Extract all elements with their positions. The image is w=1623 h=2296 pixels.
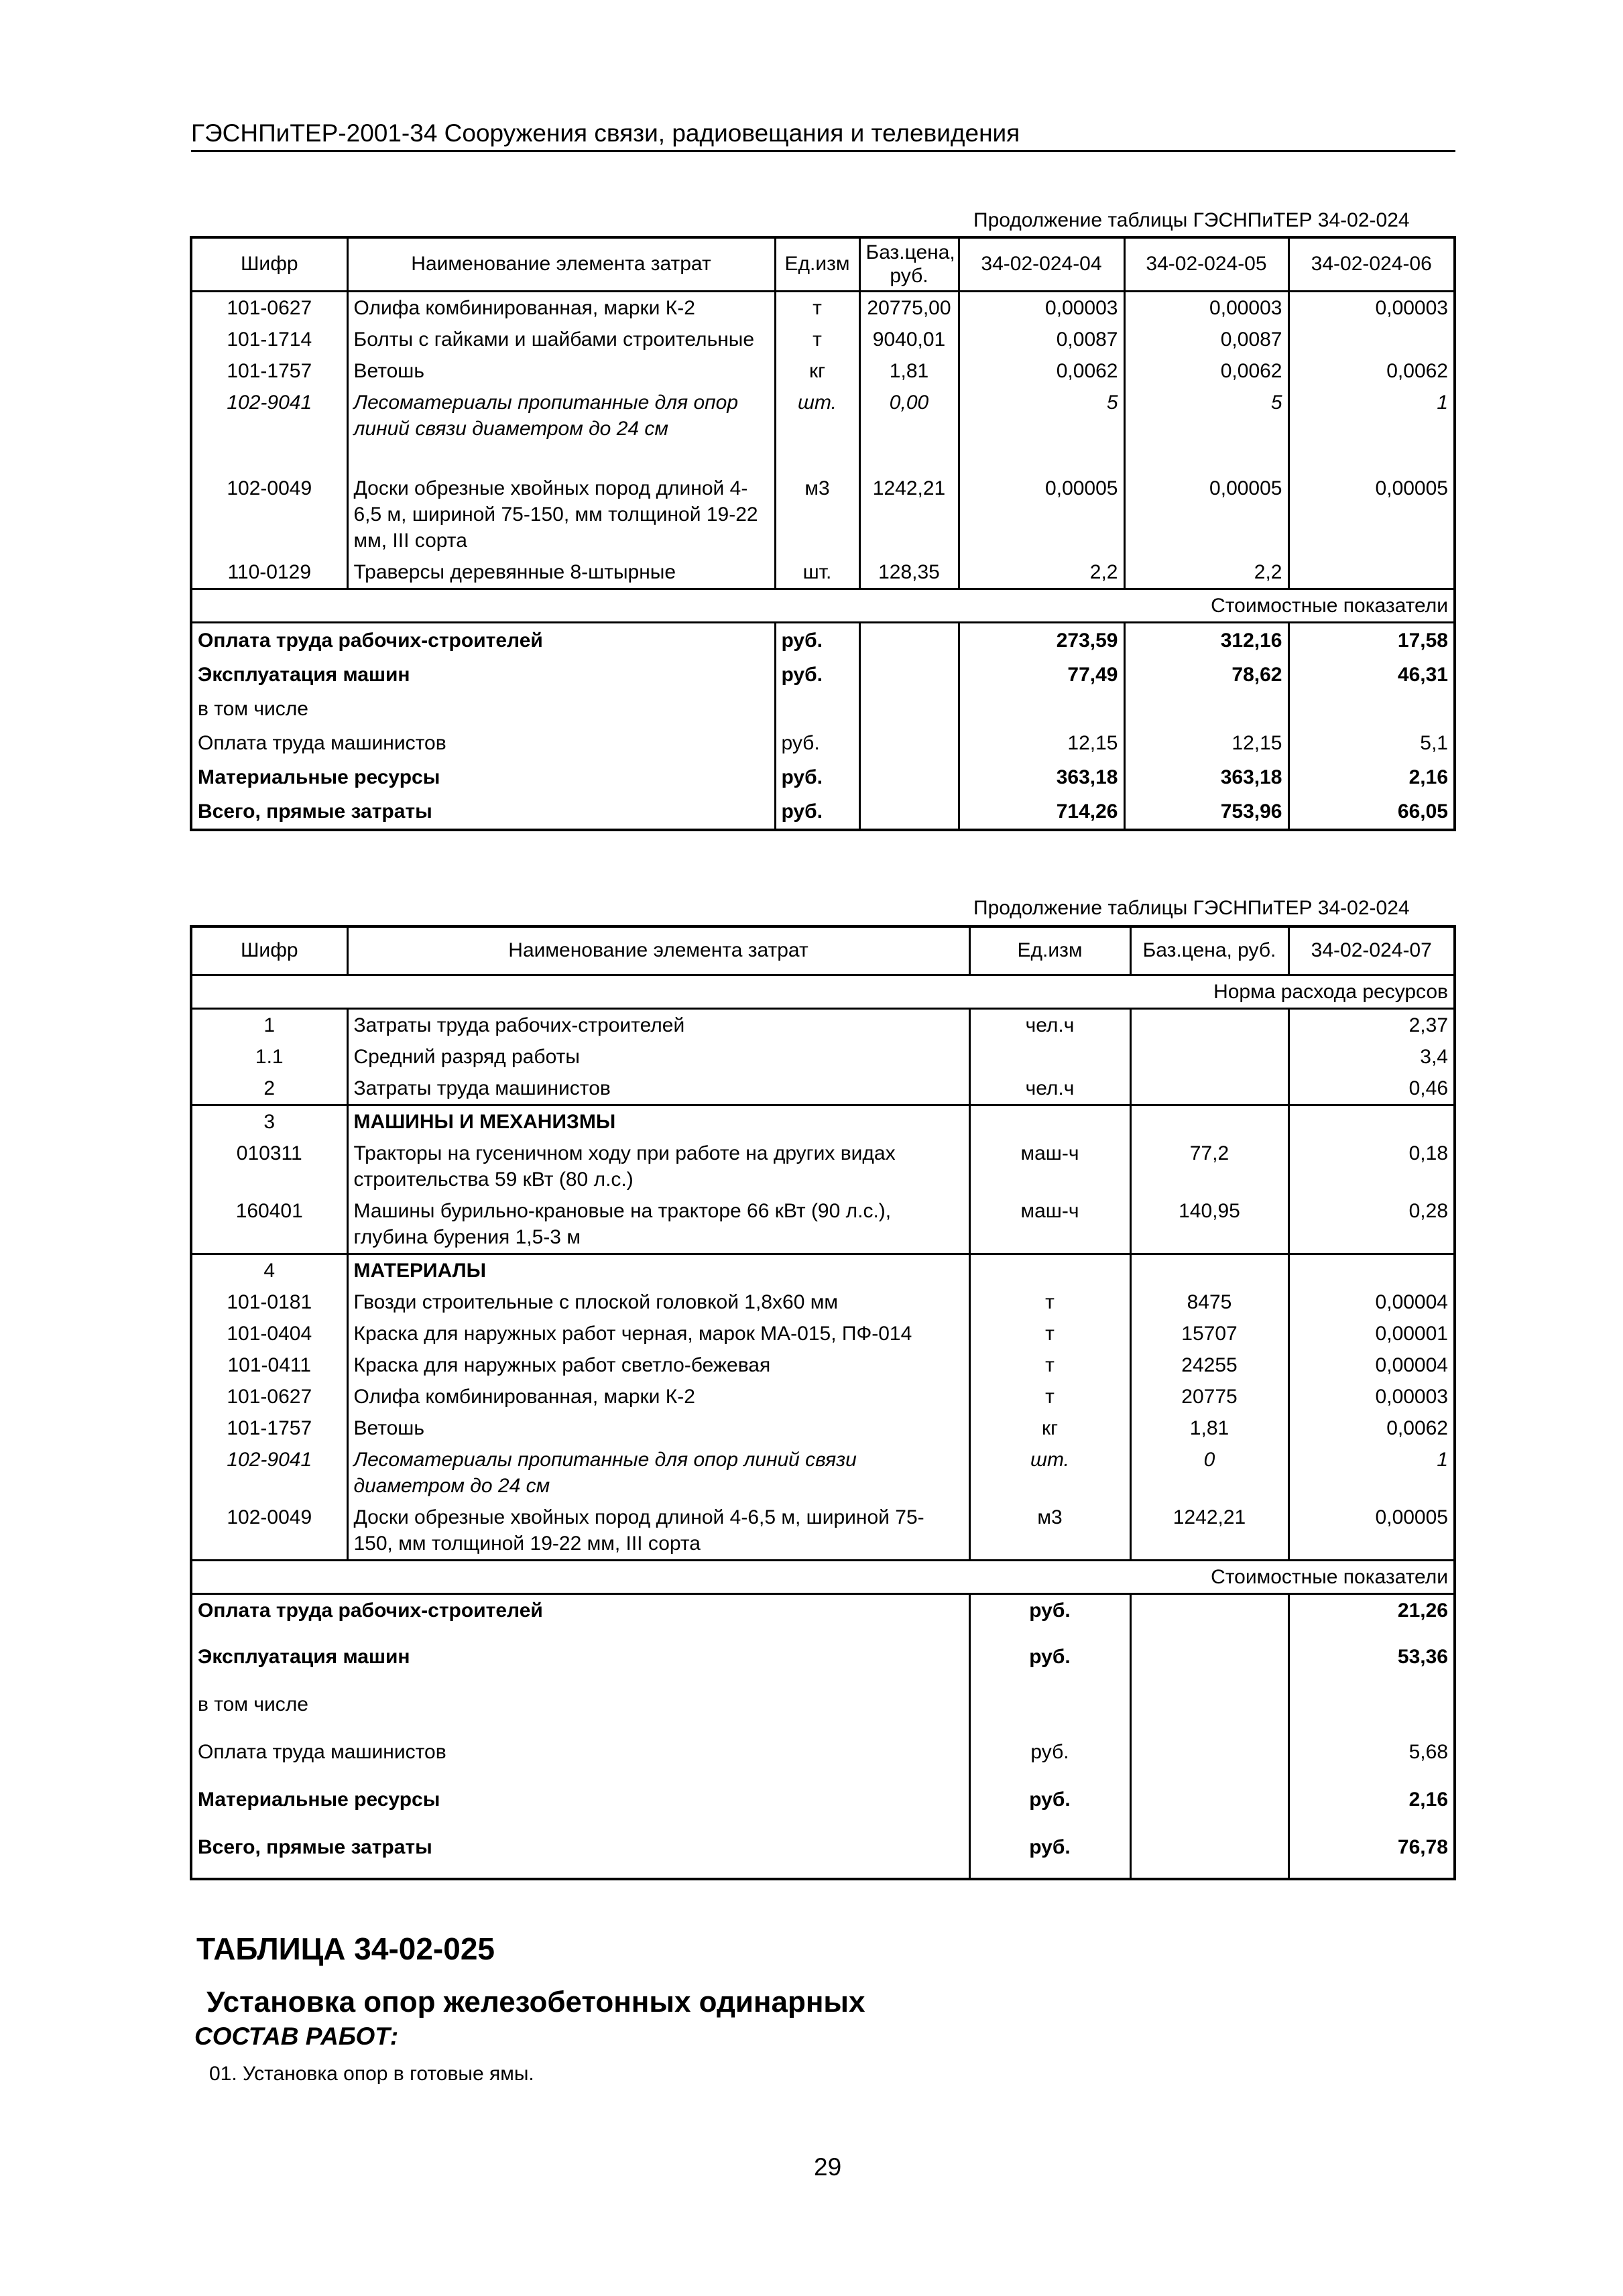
row-value-07: 2,37 [1288,1008,1455,1041]
row-code: 101-0627 [191,1381,347,1412]
table-row [191,1105,1455,1138]
col-header-price: Баз.цена, руб. [859,237,959,292]
col-header-unit: Ед.изм [775,237,859,292]
resource-table-2 [190,925,1456,1880]
cost-value-05: 753,96 [1124,794,1288,830]
cost-price-empty [1130,1784,1288,1831]
row-name: Доски обрезные хвойных пород длиной 4-6,5 м, шириной 75-150, мм толщиной 19-22 мм, III сорта [347,1502,969,1561]
row-value-07: 0,46 [1288,1073,1455,1105]
cost-name: Оплата труда машинистов [191,1736,969,1784]
row-name: Ветошь [347,1412,969,1444]
cost-value-04: 714,26 [959,794,1124,830]
work-item: 01. Установка опор в готовые ямы. [209,2063,534,2085]
cost-row [191,1736,1455,1784]
row-value-06: 1 [1288,387,1455,473]
cost-price-empty [1130,1831,1288,1879]
cost-value-06: 17,58 [1288,623,1455,658]
row-unit [969,1041,1130,1073]
col-header-norm-06: 34-02-024-06 [1288,237,1455,292]
cost-row [191,1831,1455,1879]
row-value-07: 1 [1288,1444,1455,1502]
row-value-06: 0,00005 [1288,473,1455,556]
cost-price-empty [1130,1641,1288,1689]
row-name: Лесоматериалы пропитанные для опор линий связи диаметром до 24 см [347,387,775,473]
row-unit: шт. [775,556,859,589]
table-row [191,355,1455,387]
cost-value-04: 273,59 [959,623,1124,658]
cost-value-04: 12,15 [959,726,1124,760]
row-name: Болты с гайками и шайбами строительные [347,324,775,355]
cost-unit: руб. [775,726,859,760]
cost-name: Эксплуатация машин [191,1641,969,1689]
row-name: Лесоматериалы пропитанные для опор линий связи диаметром до 24 см [347,1444,969,1502]
row-unit: кг [969,1412,1130,1444]
row-name: Тракторы на гусеничном ходу при работе на других видах строительства 59 кВт (80 л.с.) [347,1138,969,1195]
row-value-05: 0,00005 [1124,473,1288,556]
cost-row [191,658,1455,692]
row-unit: т [775,324,859,355]
cost-value-04: 363,18 [959,760,1124,794]
row-price: 1,81 [1130,1412,1288,1444]
page-number: 29 [814,2153,842,2181]
row-code: 101-0404 [191,1318,347,1349]
row-value-05: 0,0062 [1124,355,1288,387]
row-value-06 [1288,324,1455,355]
section-subtitle: Установка опор железобетонных одинарных [206,1986,865,2018]
table-row [191,1318,1455,1349]
cost-name: Всего, прямые затраты [191,1831,969,1879]
row-value-04: 0,00003 [959,292,1124,324]
row-value-07: 0,28 [1288,1195,1455,1254]
cost-name: Материальные ресурсы [191,1784,969,1831]
cost-name: Эксплуатация машин [191,658,775,692]
row-code: 102-0049 [191,1502,347,1561]
table-row [191,1412,1455,1444]
cost-value-05: 312,16 [1124,623,1288,658]
table-row [191,1286,1455,1318]
row-value-06 [1288,556,1455,589]
col-header-code: Шифр [191,237,347,292]
row-code: 010311 [191,1138,347,1195]
section-table-title: ТАБЛИЦА 34-02-025 [196,1931,495,1966]
row-price: 20775 [1130,1381,1288,1412]
row-price: 1,81 [859,355,959,387]
table-row [191,1502,1455,1561]
row-price: 8475 [1130,1286,1288,1318]
page-header: ГЭСНПиТЕР-2001-34 Сооружения связи, радиовещания и телевидения [191,119,1455,152]
cost-row [191,1689,1455,1736]
cost-row [191,726,1455,760]
row-value-05: 0,00003 [1124,292,1288,324]
norm-section-header [191,975,1455,1008]
row-code: 1 [191,1008,347,1041]
row-price: 1242,21 [1130,1502,1288,1561]
col-header-norm-05: 34-02-024-05 [1124,237,1288,292]
cost-header-label: Стоимостные показатели [191,1560,1455,1593]
row-price: 24255 [1130,1349,1288,1381]
row-price: 1242,21 [859,473,959,556]
cost-price-empty [1130,1736,1288,1784]
cost-price-empty [859,658,959,692]
row-name: Ветошь [347,355,775,387]
cost-value-06: 2,16 [1288,760,1455,794]
row-code: 101-0627 [191,292,347,324]
cost-row [191,1593,1455,1641]
cost-unit: руб. [775,623,859,658]
cost-price-empty [1130,1593,1288,1641]
cost-value-07: 76,78 [1288,1831,1455,1879]
table1-caption: Продолжение таблицы ГЭСНПиТЕР 34-02-024 [973,209,1410,231]
col-header-norm-04: 34-02-024-04 [959,237,1124,292]
row-unit: чел.ч [969,1073,1130,1105]
row-code: 102-9041 [191,387,347,473]
row-price [1130,1073,1288,1105]
row-value-06: 0,00003 [1288,292,1455,324]
cost-row [191,760,1455,794]
cost-value-05: 78,62 [1124,658,1288,692]
table-row [191,1195,1455,1254]
row-name: Доски обрезные хвойных пород длиной 4-6,5 м, шириной 75-150, мм толщиной 19-22 мм, III сорта [347,473,775,556]
row-price: 0,00 [859,387,959,473]
row-unit: кг [775,355,859,387]
norm-header-label: Норма расхода ресурсов [191,975,1455,1008]
cost-value-07: 21,26 [1288,1593,1455,1641]
row-value-07: 0,00004 [1288,1286,1455,1318]
row-name: Олифа комбинированная, марки К-2 [347,1381,969,1412]
cost-value-05 [1124,692,1288,726]
table-row [191,556,1455,589]
row-value-07: 0,00001 [1288,1318,1455,1349]
row-code: 102-9041 [191,1444,347,1502]
row-unit: шт. [775,387,859,473]
row-value-07: 0,00003 [1288,1381,1455,1412]
cost-name: Оплата труда рабочих-строителей [191,623,775,658]
row-unit: м3 [775,473,859,556]
row-value-07: 0,18 [1288,1138,1455,1195]
col-header-name: Наименование элемента затрат [347,237,775,292]
cost-name: Всего, прямые затраты [191,794,775,830]
cost-value-04 [959,692,1124,726]
table2-caption: Продолжение таблицы ГЭСНПиТЕР 34-02-024 [973,897,1410,919]
cost-unit: руб. [775,658,859,692]
cost-unit: руб. [969,1831,1130,1879]
row-code: 102-0049 [191,473,347,556]
row-price [1130,1041,1288,1073]
cost-value-06: 5,1 [1288,726,1455,760]
cost-value-04: 77,49 [959,658,1124,692]
row-value-07 [1288,1105,1455,1138]
cost-section-header [191,589,1455,623]
cost-unit: руб. [969,1593,1130,1641]
table-row [191,292,1455,324]
row-code: 1.1 [191,1041,347,1073]
row-name: Средний разряд работы [347,1041,969,1073]
row-value-05: 5 [1124,387,1288,473]
row-unit: м3 [969,1502,1130,1561]
cost-unit [969,1689,1130,1736]
row-value-07: 0,00004 [1288,1349,1455,1381]
row-price: 140,95 [1130,1195,1288,1254]
row-code: 101-1714 [191,324,347,355]
row-name: Краска для наружных работ черная, марок МА-015, ПФ-014 [347,1318,969,1349]
col-header-norm-07: 34-02-024-07 [1288,926,1455,975]
col-header-code: Шифр [191,926,347,975]
row-unit: т [969,1286,1130,1318]
row-value-07 [1288,1254,1455,1286]
row-code: 160401 [191,1195,347,1254]
row-code: 3 [191,1105,347,1138]
row-price [1130,1105,1288,1138]
row-unit: чел.ч [969,1008,1130,1041]
row-code: 101-0411 [191,1349,347,1381]
table-row [191,1041,1455,1073]
row-name: МАШИНЫ И МЕХАНИЗМЫ [347,1105,969,1138]
cost-value-05: 363,18 [1124,760,1288,794]
row-name: Краска для наружных работ светло-бежевая [347,1349,969,1381]
row-value-04: 0,0062 [959,355,1124,387]
row-unit [969,1254,1130,1286]
cost-name: в том числе [191,1689,969,1736]
table-row [191,1073,1455,1105]
row-value-05: 0,0087 [1124,324,1288,355]
cost-price-empty [859,794,959,830]
cost-name: Оплата труда машинистов [191,726,775,760]
row-value-07: 0,0062 [1288,1412,1455,1444]
table-row [191,1444,1455,1502]
work-composition-header: СОСТАВ РАБОТ: [194,2022,399,2050]
row-value-05: 2,2 [1124,556,1288,589]
row-price [1130,1008,1288,1041]
row-name: Олифа комбинированная, марки К-2 [347,292,775,324]
cost-value-07 [1288,1689,1455,1736]
cost-row [191,1784,1455,1831]
cost-unit: руб. [775,794,859,830]
row-unit [969,1105,1130,1138]
cost-unit: руб. [969,1641,1130,1689]
cost-value-06 [1288,692,1455,726]
row-code: 101-0181 [191,1286,347,1318]
cost-price-empty [859,692,959,726]
cost-row [191,794,1455,830]
cost-unit: руб. [775,760,859,794]
table-row [191,324,1455,355]
row-code: 2 [191,1073,347,1105]
cost-section-header [191,1560,1455,1593]
row-name: Машины бурильно-крановые на тракторе 66 кВт (90 л.с.), глубина бурения 1,5-3 м [347,1195,969,1254]
row-price: 20775,00 [859,292,959,324]
cost-row [191,692,1455,726]
row-name: Траверсы деревянные 8-штырные [347,556,775,589]
table-row [191,473,1455,556]
row-unit: т [969,1318,1130,1349]
row-value-04: 0,0087 [959,324,1124,355]
col-header-name: Наименование элемента затрат [347,926,969,975]
col-header-unit: Ед.изм [969,926,1130,975]
row-name: Затраты труда рабочих-строителей [347,1008,969,1041]
row-unit: маш-ч [969,1138,1130,1195]
row-code: 4 [191,1254,347,1286]
cost-name: Оплата труда рабочих-строителей [191,1593,969,1641]
row-price: 77,2 [1130,1138,1288,1195]
cost-price-empty [859,726,959,760]
row-value-07: 0,00005 [1288,1502,1455,1561]
row-code: 101-1757 [191,1412,347,1444]
row-code: 101-1757 [191,355,347,387]
row-unit: т [775,292,859,324]
cost-name: Материальные ресурсы [191,760,775,794]
cost-value-06: 66,05 [1288,794,1455,830]
row-unit: маш-ч [969,1195,1130,1254]
cost-price-empty [859,623,959,658]
row-unit: шт. [969,1444,1130,1502]
cost-value-07: 2,16 [1288,1784,1455,1831]
row-price [1130,1254,1288,1286]
table-row [191,387,1455,473]
cost-row [191,1641,1455,1689]
row-code: 110-0129 [191,556,347,589]
table-row [191,1349,1455,1381]
row-price: 0 [1130,1444,1288,1502]
cost-price-empty [1130,1689,1288,1736]
cost-unit: руб. [969,1736,1130,1784]
row-value-04: 5 [959,387,1124,473]
row-value-07: 3,4 [1288,1041,1455,1073]
row-name: МАТЕРИАЛЫ [347,1254,969,1286]
table-row [191,1381,1455,1412]
cost-name: в том числе [191,692,775,726]
cost-value-07: 5,68 [1288,1736,1455,1784]
cost-value-06: 46,31 [1288,658,1455,692]
row-name: Гвозди строительные с плоской головкой 1,8х60 мм [347,1286,969,1318]
row-value-06: 0,0062 [1288,355,1455,387]
cost-value-07: 53,36 [1288,1641,1455,1689]
cost-unit [775,692,859,726]
cost-header-label: Стоимостные показатели [191,589,1455,623]
row-price: 15707 [1130,1318,1288,1349]
row-name: Затраты труда машинистов [347,1073,969,1105]
row-price: 9040,01 [859,324,959,355]
row-unit: т [969,1349,1130,1381]
row-value-04: 0,00005 [959,473,1124,556]
cost-unit: руб. [969,1784,1130,1831]
row-unit: т [969,1381,1130,1412]
row-value-04: 2,2 [959,556,1124,589]
resource-table-1 [190,236,1456,831]
row-price: 128,35 [859,556,959,589]
cost-value-05: 12,15 [1124,726,1288,760]
cost-row [191,623,1455,658]
table-row [191,1008,1455,1041]
cost-price-empty [859,760,959,794]
table-row [191,1138,1455,1195]
table-row [191,1254,1455,1286]
col-header-price: Баз.цена, руб. [1130,926,1288,975]
